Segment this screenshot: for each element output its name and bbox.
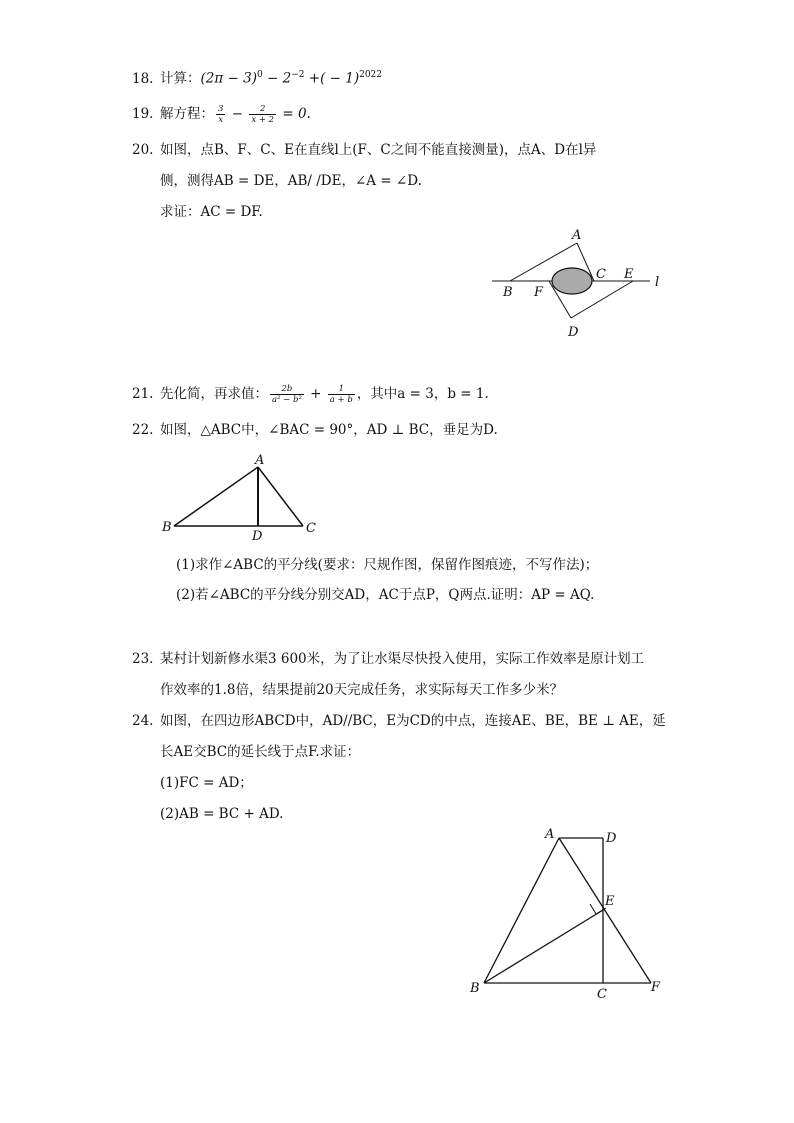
operator: +: [305, 386, 326, 402]
denominator: a + b: [329, 395, 353, 405]
label-B: B: [162, 520, 172, 535]
label-F: F: [651, 980, 661, 995]
numerator: 2b: [270, 384, 304, 395]
segment-AB: [484, 838, 559, 983]
label-D: D: [568, 325, 579, 340]
label-C: C: [597, 987, 607, 1002]
question-number: 20.: [132, 142, 154, 158]
denominator: a² − b²: [272, 395, 302, 405]
question-text: 某村计划新修水渠3 600米，为了让水渠尽快投入使用，实际工作效率是原计划工: [160, 651, 645, 667]
denominator: x + 2: [251, 115, 275, 125]
question-22-part2: (2)若∠ABC的平分线分别交AD，AC于点P，Q两点.证明：AP = AQ.: [176, 587, 595, 603]
operator: −: [227, 106, 248, 122]
question-label: 解方程：: [160, 106, 214, 122]
question-number: 21.: [132, 386, 154, 402]
label-D: D: [252, 529, 263, 544]
exponent: 2022: [359, 70, 383, 80]
question-24-line2: 长AE交BC的延长线于点F.求证：: [160, 744, 361, 760]
question-tail: ，其中a = 3，b = 1.: [356, 386, 489, 402]
label-C: C: [306, 521, 316, 536]
segment-BE: [484, 910, 603, 983]
segment-AF: [559, 838, 651, 983]
exponent: 0: [256, 70, 263, 80]
question-number: 19.: [132, 106, 154, 122]
math-expression: +( − 1): [304, 70, 360, 87]
label-E: E: [624, 267, 634, 282]
equation-tail: = 0.: [278, 106, 311, 122]
question-number: 24.: [132, 713, 154, 729]
label-E: E: [605, 894, 615, 909]
label-l: l: [655, 275, 660, 290]
numerator: 1: [328, 384, 355, 395]
question-text: 如图，点B、F、C、E在直线l上(F、C之间不能直接测量)，点A、D在l异: [160, 142, 597, 158]
question-23-line2: 作效率的1.8倍，结果提前20天完成任务，求实际每天工作多少米？: [160, 682, 564, 698]
denominator: x: [218, 115, 224, 125]
question-20-line3: 求证：AC = DF.: [160, 204, 263, 220]
label-B: B: [470, 981, 480, 996]
question-label: 先化简，再求值：: [160, 386, 268, 402]
numerator: 2: [249, 104, 276, 115]
label-F: F: [534, 285, 544, 300]
label-A: A: [255, 453, 265, 468]
question-24-part1: (1)FC = AD；: [160, 775, 253, 791]
label-C: C: [596, 267, 606, 282]
numerator: 3: [218, 104, 224, 114]
math-expression: − 2: [262, 70, 292, 87]
exponent: −2: [291, 70, 305, 80]
label-A: A: [572, 228, 582, 243]
label-D: D: [606, 831, 617, 846]
math-expression: (2π − 3): [200, 70, 257, 87]
question-24-part2: (2)AB = BC + AD.: [160, 806, 284, 822]
question-text: 如图，△ABC中，∠BAC = 90°，AD ⊥ BC，垂足为D.: [160, 422, 498, 438]
question-label: 计算：: [160, 70, 201, 87]
question-number: 22.: [132, 422, 154, 438]
label-B: B: [503, 285, 513, 300]
question-number: 18.: [132, 70, 154, 87]
question-text: 如图，在四边形ABCD中，AD//BC，E为CD的中点，连接AE、BE，BE ⊥ AE，延: [160, 713, 666, 729]
question-20-line2: 侧，测得AB = DE，AB/ /DE，∠A = ∠D.: [160, 173, 422, 189]
question-22-part1: (1)求作∠ABC的平分线(要求：尺规作图，保留作图痕迹，不写作法)；: [176, 557, 599, 573]
label-A: A: [545, 827, 555, 842]
question-number: 23.: [132, 651, 154, 667]
